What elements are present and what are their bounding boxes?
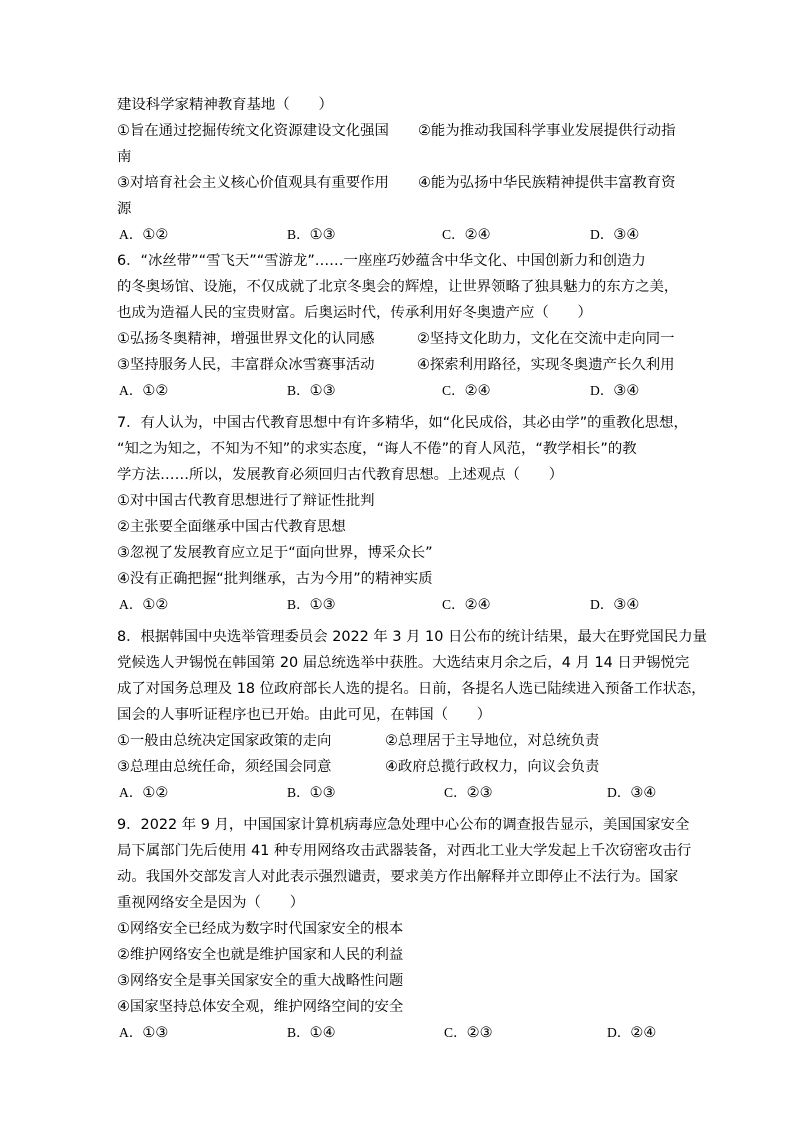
q5-suboption-2: ②能为推动我国科学事业发展提供行动指 <box>418 123 676 139</box>
q8-answer-b[interactable]: B．①③ <box>287 785 336 801</box>
q5-suboption-2-continuation: 南 <box>117 149 132 165</box>
q6-stem-line-1: 6．“冰丝带”“雪飞天”“雪游龙”……一座座巧妙蕴含中华文化、中国创新力和创造力 <box>117 253 646 269</box>
q9-answer-b[interactable]: B．①④ <box>287 1025 336 1041</box>
q9-answer-d[interactable]: D．②④ <box>607 1025 657 1041</box>
q7-answer-b[interactable]: B．①③ <box>287 597 336 613</box>
q5-suboption-4: ④能为弘扬中华民族精神提供丰富教育资 <box>418 175 676 191</box>
q6-answer-b[interactable]: B．①③ <box>287 383 336 399</box>
q8-stem-line-1: 8．根据韩国中央选举管理委员会 2022 年 3 月 10 日公布的统计结果，最大在野党国民力量 <box>117 629 707 645</box>
q6-stem-line-3: 也成为造福人民的宝贵财富。后奥运时代，传承利用好冬奥遗产应（ ） <box>117 305 592 321</box>
q6-stem-line-2: 的冬奥场馆、设施，不仅成就了北京冬奥会的辉煌，让世界领略了独具魅力的东方之美， <box>117 279 679 295</box>
q5-answer-d[interactable]: D．③④ <box>590 227 640 243</box>
q8-answer-a[interactable]: A．①② <box>119 785 169 801</box>
q7-answer-row <box>117 592 683 618</box>
q5-suboption-1: ①旨在通过挖掘传统文化资源建设文化强国 <box>117 123 389 139</box>
q7-answer-d[interactable]: D．③④ <box>590 597 640 613</box>
q8-answer-c[interactable]: C．②③ <box>444 785 493 801</box>
q6-suboption-row-1 <box>117 326 683 352</box>
q7-suboption-3: ③忽视了发展教育应立足于“面向世界，博采众长” <box>117 545 433 561</box>
exam-content-column <box>117 92 707 1046</box>
q6-answer-row <box>117 378 683 404</box>
q6-suboption-2: ②坚持文化助力，文化在交流中走向同一 <box>417 331 675 347</box>
q9-suboption-4: ④国家坚持总体安全观，维护网络空间的安全 <box>117 999 404 1015</box>
q5-suboption-row-1-wrap <box>117 144 683 170</box>
q9-stem-line-3: 动。我国外交部发言人对此表示强烈谴责，要求美方作出解释并立即停止不法行为。国家 <box>117 869 679 885</box>
q9-suboption-3: ③网络安全是事关国家安全的重大战略性问题 <box>117 973 404 989</box>
q8-suboption-3: ③总理由总统任命，须经国会同意 <box>117 759 332 775</box>
q9-suboption-2: ②维护网络安全也就是维护国家和人民的利益 <box>117 947 404 963</box>
q8-suboption-row-2 <box>117 754 683 780</box>
q5-answer-a[interactable]: A．①② <box>119 227 169 243</box>
q6-suboption-3: ③坚持服务人民，丰富群众冰雪赛事活动 <box>117 357 375 373</box>
q5-suboption-4-continuation: 源 <box>117 201 132 217</box>
q9-answer-a[interactable]: A．①③ <box>119 1025 169 1041</box>
q8-suboption-4: ④政府总揽行政权力，向议会负责 <box>385 759 600 775</box>
q7-answer-c[interactable]: C．②④ <box>442 597 491 613</box>
q5-answer-c[interactable]: C．②④ <box>442 227 491 243</box>
q8-stem-line-3: 成了对国务总理及 18 位政府部长人选的提名。日前，各提名人选已陆续进入预备工作状态， <box>117 681 706 697</box>
q9-stem-line-4: 重视网络安全是因为（ ） <box>117 895 305 911</box>
q8-answer-d[interactable]: D．③④ <box>607 785 657 801</box>
q5-stem: 建设科学家精神教育基地（ ） <box>117 97 333 113</box>
q7-stem-line-2: “知之为知之，不知为不知”的求实态度，“诲人不倦”的育人风范，“教学相长”的教 <box>117 441 637 457</box>
q5-suboption-3: ③对培育社会主义核心价值观具有重要作用 <box>117 175 389 191</box>
q9-stem-line-2: 局下属部门先后使用 41 种专用网络攻击武器装备，对西北工业大学发起上千次窃密攻击行 <box>117 843 692 859</box>
q7-suboption-4: ④没有正确把握“批判继承，古为今用”的精神实质 <box>117 571 433 587</box>
q6-answer-c[interactable]: C．②④ <box>442 383 491 399</box>
q5-suboption-row-2 <box>117 170 683 196</box>
q6-suboption-4: ④探索利用路径，实现冬奥遗产长久利用 <box>417 357 675 373</box>
q7-stem-line-1: 7．有人认为，中国古代教育思想中有许多精华，如“化民成俗，其必由学”的重教化思想， <box>117 415 688 431</box>
q8-suboption-2: ②总理居于主导地位，对总统负责 <box>385 733 600 749</box>
q7-suboption-2: ②主张要全面继承中国古代教育思想 <box>117 519 346 535</box>
q5-suboption-row-1 <box>117 118 683 144</box>
q8-suboption-row-1 <box>117 728 683 754</box>
q9-stem-line-1: 9．2022 年 9 月，中国国家计算机病毒应急处理中心公布的调查报告显示，美国国家安全 <box>117 817 690 833</box>
q8-answer-row <box>117 780 683 806</box>
q6-answer-a[interactable]: A．①② <box>119 383 169 399</box>
q8-suboption-1: ①一般由总统决定国家政策的走向 <box>117 733 332 749</box>
q6-answer-d[interactable]: D．③④ <box>590 383 640 399</box>
q9-suboption-1: ①网络安全已经成为数字时代国家安全的根本 <box>117 921 404 937</box>
q5-answer-row <box>117 222 683 248</box>
q5-suboption-row-2-wrap <box>117 196 683 222</box>
q9-answer-row <box>117 1020 683 1046</box>
q6-suboption-row-2 <box>117 352 683 378</box>
q5-answer-b[interactable]: B．①③ <box>287 227 336 243</box>
q7-answer-a[interactable]: A．①② <box>119 597 169 613</box>
q6-suboption-1: ①弘扬冬奥精神，增强世界文化的认同感 <box>117 331 375 347</box>
q7-stem-line-3: 学方法……所以，发展教育必须回归古代教育思想。上述观点（ ） <box>117 467 564 483</box>
q8-stem-line-4: 国会的人事听证程序也已开始。由此可见，在韩国（ ） <box>117 707 492 723</box>
q9-answer-c[interactable]: C．②③ <box>444 1025 493 1041</box>
q7-suboption-1: ①对中国古代教育思想进行了辩证性批判 <box>117 493 375 509</box>
q8-stem-line-2: 党候选人尹锡悦在韩国第 20 届总统选举中获胜。大选结束月余之后，4 月 14 日尹锡悦完 <box>117 655 690 671</box>
